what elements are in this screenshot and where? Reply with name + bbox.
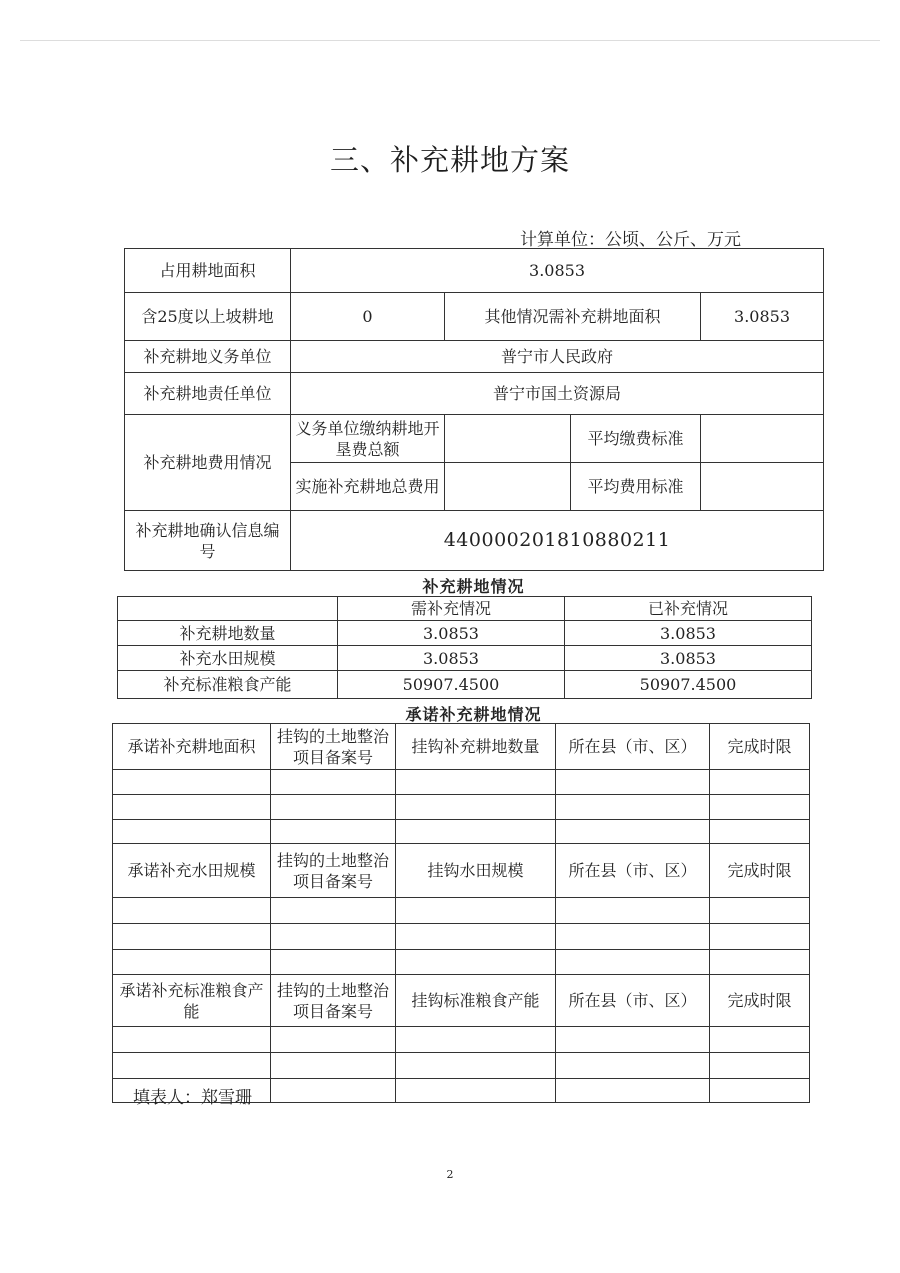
fees-label: 补充耕地费用情况 — [125, 415, 291, 511]
table-row — [113, 1053, 810, 1079]
slope-label: 含25度以上坡耕地 — [125, 293, 291, 341]
commit-paddy-label: 承诺补充水田规模 — [113, 844, 271, 898]
unit-note: 计算单位：公顷、公斤、万元 — [520, 230, 741, 250]
responsible-unit-label: 补充耕地责任单位 — [125, 373, 291, 415]
need-header: 需补充情况 — [338, 597, 565, 621]
situation-row-label: 补充耕地数量 — [118, 621, 338, 646]
table-row — [125, 415, 824, 463]
table-row — [113, 950, 810, 975]
commit-area-label: 承诺补充耕地面积 — [113, 724, 271, 770]
table-row — [113, 844, 810, 898]
impl-cost-label: 实施补充耕地总费用 — [291, 463, 445, 511]
linked-amount-header: 挂钩补充耕地数量 — [396, 724, 556, 770]
linked-paddy-header: 挂钩水田规模 — [396, 844, 556, 898]
deadline-header: 完成时限 — [710, 724, 810, 770]
deadline-header: 完成时限 — [710, 975, 810, 1027]
table-row — [113, 820, 810, 844]
county-header: 所在县（市、区） — [556, 724, 710, 770]
situation-row-label: 补充标准粮食产能 — [118, 671, 338, 699]
paid-total-label: 义务单位缴纳耕地开垦费总额 — [291, 415, 445, 463]
other-area-value: 3.0853 — [701, 293, 824, 341]
linked-grain-header: 挂钩标准粮食产能 — [396, 975, 556, 1027]
situation-done-value: 3.0853 — [565, 621, 812, 646]
obligation-unit-label: 补充耕地义务单位 — [125, 341, 291, 373]
table-row — [125, 249, 824, 293]
table-row — [113, 770, 810, 795]
situation-done-value: 3.0853 — [565, 646, 812, 671]
table-row — [125, 341, 824, 373]
table-row — [118, 671, 812, 699]
table-row — [113, 898, 810, 924]
commit-grain-label: 承诺补充标准粮食产能 — [113, 975, 271, 1027]
commitment-section-title: 承诺补充耕地情况 — [405, 705, 542, 724]
occupied-area-label: 占用耕地面积 — [125, 249, 291, 293]
county-header: 所在县（市、区） — [556, 844, 710, 898]
form-filler: 填表人：郑雪珊 — [133, 1088, 252, 1108]
situation-row-label: 补充水田规模 — [118, 646, 338, 671]
other-area-label: 其他情况需补充耕地面积 — [445, 293, 701, 341]
situation-header-blank — [118, 597, 338, 621]
slope-value: 0 — [291, 293, 445, 341]
confirm-id-value: 440000201810880211 — [291, 511, 824, 571]
impl-cost-value — [445, 463, 571, 511]
avg-paid-value — [701, 415, 824, 463]
situation-done-value: 50907.4500 — [565, 671, 812, 699]
obligation-unit-value: 普宁市人民政府 — [291, 341, 824, 373]
situation-need-value: 3.0853 — [338, 646, 565, 671]
table-row — [118, 621, 812, 646]
paid-total-value — [445, 415, 571, 463]
occupied-area-value: 3.0853 — [291, 249, 824, 293]
scan-artifact-line — [20, 40, 880, 41]
county-header: 所在县（市、区） — [556, 975, 710, 1027]
avg-paid-label: 平均缴费标准 — [571, 415, 701, 463]
avg-cost-value — [701, 463, 824, 511]
table-row — [113, 975, 810, 1027]
done-header: 已补充情况 — [565, 597, 812, 621]
project-record-header: 挂钩的土地整治项目备案号 — [271, 844, 396, 898]
situation-section-title: 补充耕地情况 — [422, 577, 525, 596]
page-number: 2 — [446, 1168, 454, 1181]
table-row — [125, 293, 824, 341]
table-row — [113, 924, 810, 950]
page-title: 三、补充耕地方案 — [329, 143, 570, 177]
situation-need-value: 3.0853 — [338, 621, 565, 646]
table-row — [113, 1027, 810, 1053]
project-record-header: 挂钩的土地整治项目备案号 — [271, 975, 396, 1027]
responsible-unit-value: 普宁市国土资源局 — [291, 373, 824, 415]
table-row — [118, 646, 812, 671]
table-row — [125, 373, 824, 415]
commitment-table — [112, 723, 810, 1103]
situation-table — [117, 596, 812, 699]
table-row — [118, 597, 812, 621]
project-record-header: 挂钩的土地整治项目备案号 — [271, 724, 396, 770]
table-row — [125, 511, 824, 571]
table-row — [113, 724, 810, 770]
info-table — [124, 248, 824, 571]
confirm-id-label: 补充耕地确认信息编号 — [125, 511, 291, 571]
deadline-header: 完成时限 — [710, 844, 810, 898]
avg-cost-label: 平均费用标准 — [571, 463, 701, 511]
situation-need-value: 50907.4500 — [338, 671, 565, 699]
table-row — [113, 795, 810, 820]
